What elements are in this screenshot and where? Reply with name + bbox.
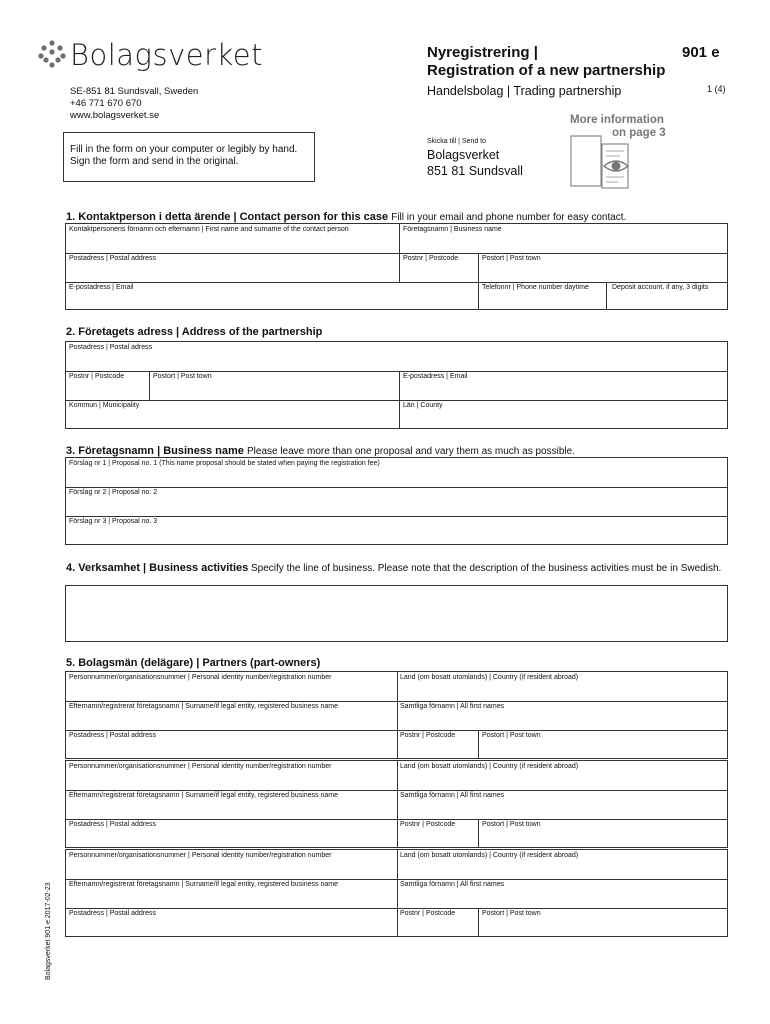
section-2-title: 2. Företagets adress | Address of the partnership: [66, 326, 323, 338]
section-5-heading: [66, 657, 320, 669]
phone-field[interactable]: Telefonnr | Phone number daytime: [482, 284, 589, 291]
partner-first-names-field[interactable]: Samtliga förnamn | All first names: [400, 792, 505, 799]
partner-first-names-field[interactable]: Samtliga förnamn | All first names: [400, 881, 505, 888]
instructions-box: [63, 132, 315, 182]
partner-postcode-field[interactable]: Postnr | Postcode: [400, 821, 456, 828]
section-3-heading: [66, 445, 575, 457]
section-4-heading: [66, 562, 726, 575]
partner-1-table: [65, 671, 728, 759]
partner-surname-field[interactable]: Efternamn/registrerat företagsnamn | Surname/if legal entity, registered business name: [69, 792, 338, 799]
partner-3-table: [65, 849, 728, 937]
partner-postal-address-field[interactable]: Postadress | Postal address: [69, 910, 157, 917]
partner-postal-address-field[interactable]: Postadress | Postal address: [69, 821, 157, 828]
section-2-table: [65, 341, 728, 429]
page-number: 1 (4): [707, 84, 726, 94]
more-info-page: on page 3: [612, 127, 666, 139]
send-to-city: 851 81 Sundsvall: [427, 164, 523, 178]
partner-first-names-field[interactable]: Samtliga förnamn | All first names: [400, 703, 505, 710]
business-name-field[interactable]: Företagsnamn | Business name: [403, 226, 502, 233]
side-footer: [45, 870, 55, 980]
business-activities-field[interactable]: [65, 585, 728, 642]
section-3-title: 3. Företagsnamn | Business name: [66, 445, 244, 457]
section-3-description: Please leave more than one proposal and vary them as much as possible.: [246, 446, 575, 457]
county-field[interactable]: Län | County: [403, 402, 443, 409]
document-eye-icon: [568, 134, 630, 190]
section-2-heading: [66, 326, 322, 338]
partner-postal-address-field[interactable]: Postadress | Postal address: [69, 732, 157, 739]
partner-2-table: [65, 760, 728, 848]
email-field[interactable]: E-postadress | Email: [69, 284, 134, 291]
proposal-1-field[interactable]: Förslag nr 1 | Proposal no. 1 (This name proposal should be stated when paying the registration fee): [69, 460, 380, 467]
section-1-title: 1. Kontaktperson i detta ärende | Contact person for this case: [66, 211, 389, 223]
send-to-label: Skicka till | Send to: [427, 138, 487, 145]
partner-postcode-field[interactable]: Postnr | Postcode: [400, 910, 456, 917]
section-4-description: Specify the line of business. Please note that the description of the business activities must be in Swedish.: [251, 563, 722, 574]
address-line: SE-851 81 Sundsvall, Sweden: [70, 86, 199, 97]
partner-surname-field[interactable]: Efternamn/registrerat företagsnamn | Surname/if legal entity, registered business name: [69, 881, 338, 888]
section-5-title: 5. Bolagsmän (delägare) | Partners (part-owners): [66, 657, 321, 669]
postcode-field[interactable]: Postnr | Postcode: [403, 255, 459, 262]
partner-personal-number-field[interactable]: Personnummer/organisationsnummer | Personal identity number/registration number: [69, 852, 332, 859]
sender-address: [70, 86, 198, 122]
partner-postcode-field[interactable]: Postnr | Postcode: [400, 732, 456, 739]
company-email-field[interactable]: E-postadress | Email: [403, 373, 468, 380]
partner-surname-field[interactable]: Efternamn/registrerat företagsnamn | Surname/if legal entity, registered business name: [69, 703, 338, 710]
partner-personal-number-field[interactable]: Personnummer/organisationsnummer | Personal identity number/registration number: [69, 674, 332, 681]
deposit-account-field[interactable]: Deposit account, if any, 3 digits: [612, 284, 709, 291]
partner-personal-number-field[interactable]: Personnummer/organisationsnummer | Personal identity number/registration number: [69, 763, 332, 770]
send-to-name: Bolagsverket: [427, 148, 500, 162]
company-postal-address-field[interactable]: Postadress | Postal adress: [69, 344, 153, 351]
section-3-table: [65, 457, 728, 545]
form-title-english: Registration of a new partnership: [427, 62, 666, 79]
company-postcode-field[interactable]: Postnr | Postcode: [69, 373, 125, 380]
partner-country-field[interactable]: Land (om bosatt utomlands) | Country (if resident abroad): [400, 674, 579, 681]
company-post-town-field[interactable]: Postort | Post town: [153, 373, 212, 380]
proposal-3-field[interactable]: Förslag nr 3 | Proposal no. 3: [69, 518, 158, 525]
more-information-badge: [566, 114, 676, 190]
instructions-line: Sign the form and send in the original.: [70, 156, 239, 167]
section-1-heading: [66, 211, 626, 223]
form-subtitle: Handelsbolag | Trading partnership: [427, 84, 622, 98]
section-4-title: 4. Verksamhet | Business activities: [66, 562, 249, 574]
more-info-text: More information: [570, 114, 664, 126]
proposal-2-field[interactable]: Förslag nr 2 | Proposal no. 2: [69, 489, 158, 496]
partner-post-town-field[interactable]: Postort | Post town: [482, 821, 541, 828]
phone-line: +46 771 670 670: [70, 98, 142, 109]
partner-country-field[interactable]: Land (om bosatt utomlands) | Country (if resident abroad): [400, 852, 579, 859]
partner-post-town-field[interactable]: Postort | Post town: [482, 910, 541, 917]
post-town-field[interactable]: Postort | Post town: [482, 255, 541, 262]
contact-name-field[interactable]: Kontaktpersonens förnamn och efternamn | First name and surname of the contact person: [69, 226, 349, 233]
postal-address-field[interactable]: Postadress | Postal address: [69, 255, 157, 262]
logo-text: Bolagsverket: [70, 38, 263, 72]
form-title-swedish: Nyregistrering |: [427, 44, 538, 61]
logo-icon: [38, 40, 66, 68]
send-to-address: [427, 147, 523, 179]
form-version-text: Bolagsverket 901 e 2017-02-23: [45, 882, 52, 980]
section-1-table: [65, 223, 728, 310]
section-1-description: Fill in your email and phone number for easy contact.: [391, 212, 627, 223]
partner-country-field[interactable]: Land (om bosatt utomlands) | Country (if resident abroad): [400, 763, 579, 770]
website-line: www.bolagsverket.se: [70, 110, 160, 121]
instructions-line: Fill in the form on your computer or legibly by hand.: [70, 144, 298, 155]
municipality-field[interactable]: Kommun | Municipality: [69, 402, 140, 409]
form-number: 901 e: [682, 44, 720, 61]
partner-post-town-field[interactable]: Postort | Post town: [482, 732, 541, 739]
